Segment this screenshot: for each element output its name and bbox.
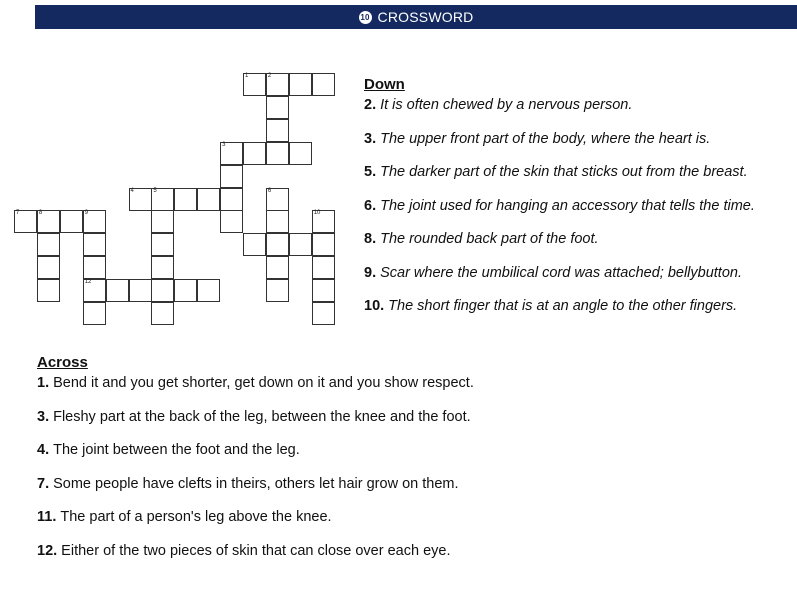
clue-text: The part of a person's leg above the knee. (60, 509, 332, 525)
grid-cell[interactable] (151, 256, 174, 279)
clue-number: 5. (364, 164, 377, 180)
grid-cell[interactable] (220, 142, 243, 165)
grid-cell[interactable] (197, 188, 220, 211)
grid-cell[interactable] (312, 233, 335, 256)
clue-text: The short finger that is at an angle to the other fingers. (388, 298, 738, 314)
grid-cell[interactable] (37, 256, 60, 279)
grid-cell[interactable] (60, 210, 83, 233)
cell-number: 1 (245, 73, 249, 79)
clue-text: The joint used for hanging an accessory that tells the time. (380, 197, 755, 214)
grid-cell[interactable] (151, 210, 174, 233)
down-heading: Down (364, 76, 405, 93)
down-clue (364, 298, 796, 332)
clue-number: 3. (364, 130, 377, 147)
clue-text: Fleshy part at the back of the leg, between the knee and the foot. (53, 408, 471, 425)
cell-number: 5 (153, 187, 157, 194)
grid-cell[interactable] (220, 188, 243, 211)
cell-number: 2 (267, 73, 272, 79)
grid-cell[interactable] (83, 279, 106, 302)
down-clue (364, 131, 796, 165)
down-clue (364, 231, 796, 265)
page-title: CROSSWORD (377, 9, 474, 25)
cell-number: 10 (313, 210, 321, 217)
grid-cell[interactable] (83, 256, 106, 279)
grid-cell[interactable] (289, 142, 312, 165)
cell-number: 4 (130, 187, 134, 194)
clue-text: Bend it and you get shorter, get down on it and you show respect. (53, 375, 474, 391)
across-clue (37, 375, 597, 409)
clue-text: Either of the two pieces of skin that can close over each eye. (61, 542, 451, 559)
clue-text: Scar where the umbilical cord was attached; bellybutton. (380, 264, 742, 281)
grid-cell[interactable] (312, 256, 335, 279)
cell-number: 3 (222, 141, 226, 148)
grid-cell[interactable] (174, 279, 197, 302)
grid-cell[interactable] (266, 119, 289, 142)
down-clue (364, 198, 796, 232)
grid-cell[interactable] (83, 210, 106, 233)
grid-cell[interactable] (243, 233, 266, 256)
clue-text: The darker part of the skin that sticks out from the breast. (380, 164, 748, 180)
across-clue (37, 409, 597, 443)
cell-number: 8 (38, 210, 43, 217)
grid-cell[interactable] (266, 210, 289, 233)
grid-cell[interactable] (266, 233, 289, 256)
grid-cell[interactable] (151, 233, 174, 256)
clue-number: 7. (37, 475, 50, 492)
grid-cell[interactable] (174, 188, 197, 211)
grid-cell[interactable] (220, 165, 243, 188)
cell-number: 7 (16, 210, 20, 217)
grid-cell[interactable] (266, 279, 289, 302)
grid-cell[interactable] (312, 279, 335, 302)
grid-cell[interactable] (266, 188, 289, 211)
clue-text: The rounded back part of the foot. (380, 231, 599, 247)
across-clue (37, 543, 597, 577)
grid-cell[interactable] (266, 96, 289, 119)
grid-cell[interactable] (83, 302, 106, 325)
grid-cell[interactable] (151, 188, 174, 211)
clue-number: 10. (364, 298, 385, 314)
clue-text: Some people have clefts in theirs, others let hair grow on them. (53, 475, 459, 492)
down-clue (364, 97, 796, 131)
across-clue (37, 442, 597, 476)
grid-cell[interactable] (266, 256, 289, 279)
grid-cell[interactable] (83, 233, 106, 256)
grid-cell[interactable] (266, 142, 289, 165)
down-clue (364, 164, 796, 198)
grid-cell[interactable] (14, 210, 37, 233)
clue-number: 8. (364, 231, 377, 247)
grid-cell[interactable] (289, 233, 312, 256)
grid-cell[interactable] (37, 279, 60, 302)
clue-number: 3. (37, 408, 50, 425)
cell-number: 12 (84, 279, 92, 286)
down-clue (364, 265, 796, 299)
grid-cell[interactable] (312, 73, 335, 96)
clue-number: 4. (37, 442, 50, 458)
grid-cell[interactable] (151, 302, 174, 325)
grid-cell[interactable] (243, 142, 266, 165)
across-clue (37, 509, 597, 543)
clue-text: The joint between the foot and the leg. (53, 442, 300, 458)
clue-number: 12. (37, 542, 58, 559)
grid-cell[interactable] (151, 279, 174, 302)
grid-cell[interactable] (243, 73, 266, 96)
clue-text: The upper front part of the body, where the heart is. (380, 130, 711, 147)
cell-number: 6 (267, 187, 272, 194)
grid-cell[interactable] (289, 73, 312, 96)
clue-number: 6. (364, 197, 377, 214)
clue-number: 2. (364, 97, 377, 113)
grid-cell[interactable] (37, 210, 60, 233)
across-heading: Across (37, 354, 88, 371)
clue-number: 11. (37, 509, 57, 525)
grid-cell[interactable] (37, 233, 60, 256)
grid-cell[interactable] (129, 279, 152, 302)
clue-number: 9. (364, 264, 377, 281)
down-clues (364, 76, 796, 332)
clue-number: 1. (37, 375, 50, 391)
grid-cell[interactable] (129, 188, 152, 211)
number-badge-icon: 10 (360, 12, 370, 22)
across-clue (37, 476, 597, 510)
grid-cell[interactable] (197, 279, 220, 302)
grid-cell[interactable] (220, 210, 243, 233)
clue-text: It is often chewed by a nervous person. (380, 97, 633, 113)
across-clues (37, 354, 597, 576)
grid-cell[interactable] (106, 279, 129, 302)
cell-number: 9 (84, 210, 89, 217)
page-header (35, 5, 797, 29)
grid-cell[interactable] (312, 302, 335, 325)
grid-cell[interactable] (312, 210, 335, 233)
grid-cell[interactable] (266, 73, 289, 96)
